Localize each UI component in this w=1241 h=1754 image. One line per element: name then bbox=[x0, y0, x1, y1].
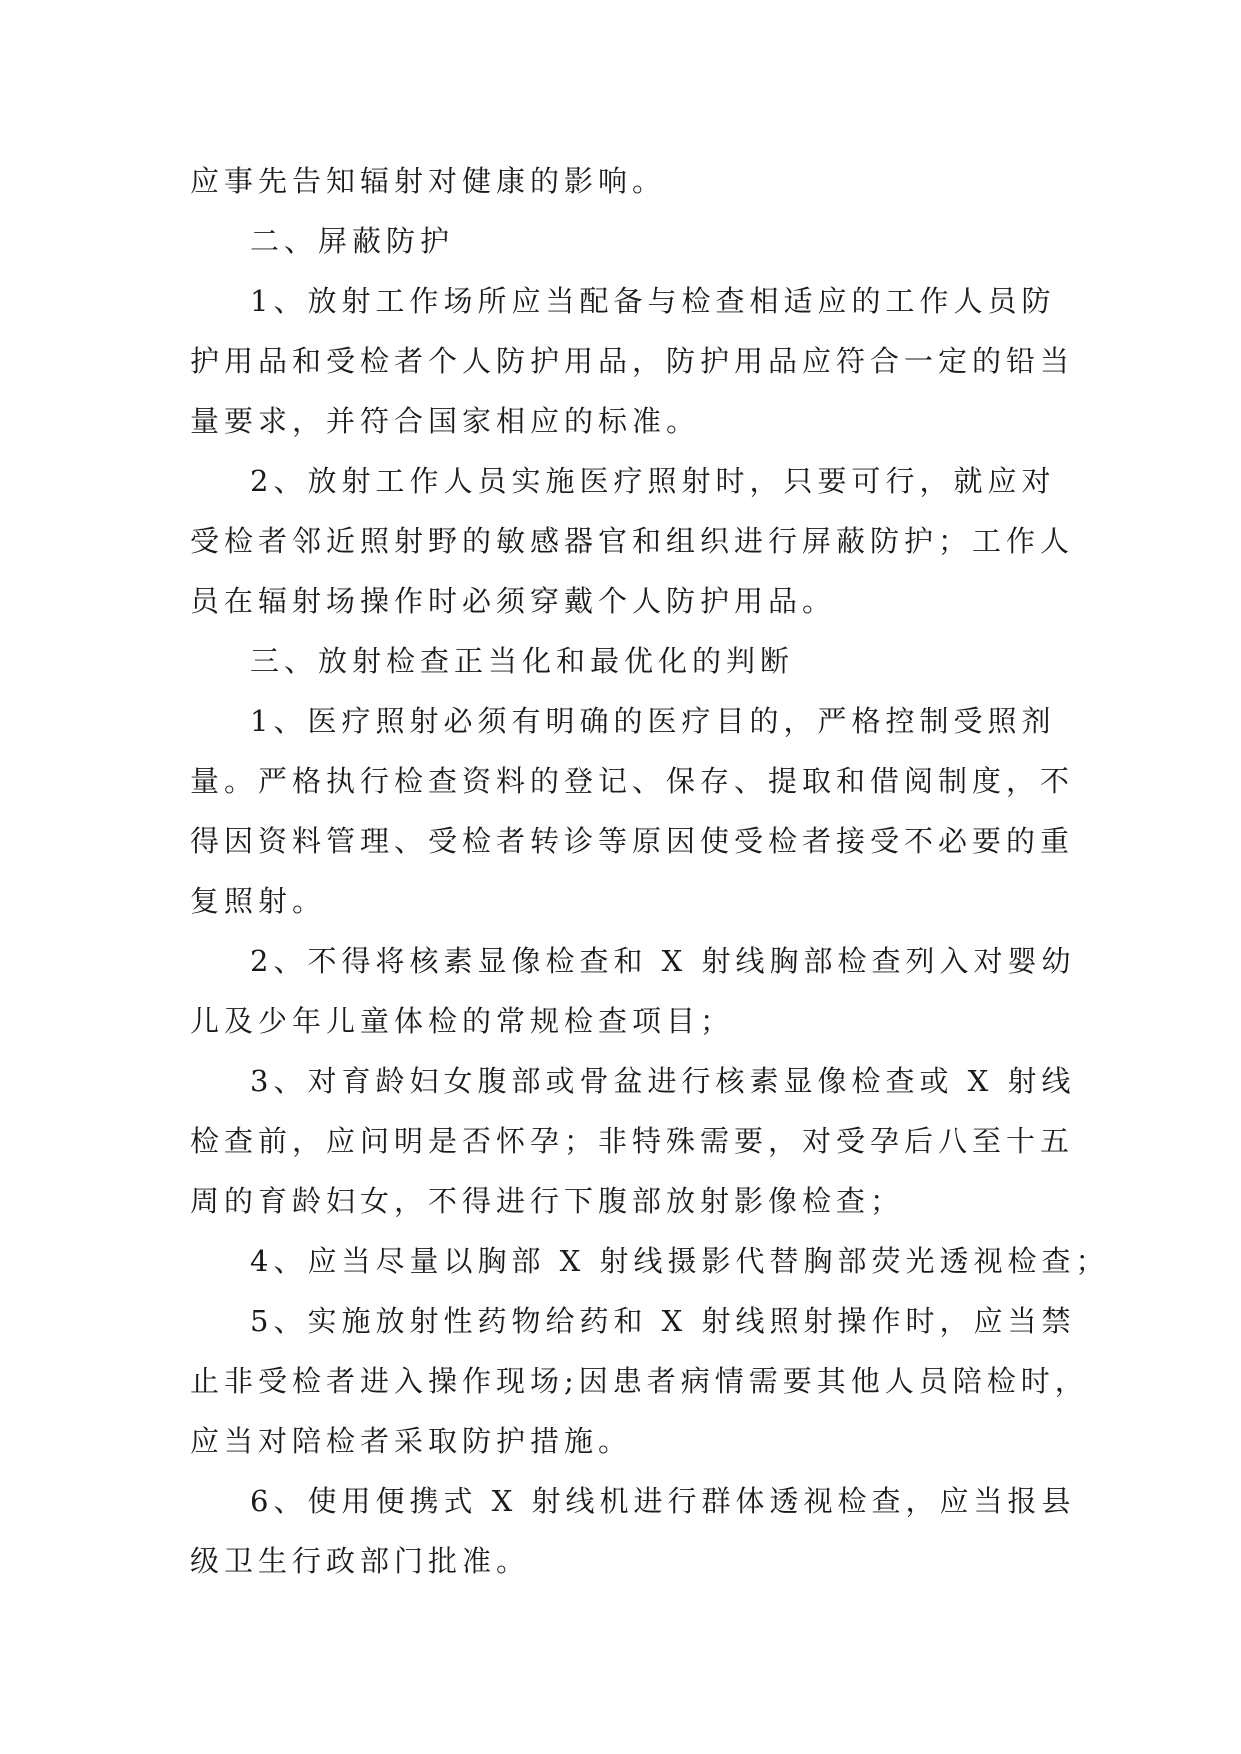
text-line: 复照射。 bbox=[190, 884, 327, 918]
text-line: 检查前，应问明是否怀孕；非特殊需要，对受孕后八至十五 bbox=[190, 1124, 1075, 1158]
text-line: 应当对陪检者采取防护措施。 bbox=[190, 1424, 633, 1458]
text-line: 量要求，并符合国家相应的标准。 bbox=[190, 404, 701, 438]
text-line: 员在辐射场操作时必须穿戴个人防护用品。 bbox=[190, 584, 837, 618]
text-line: 受检者邻近照射野的敏感器官和组织进行屏蔽防护；工作人 bbox=[190, 524, 1075, 558]
text-line: 4、应当尽量以胸部 X 射线摄影代替胸部荧光透视检查； bbox=[250, 1244, 1110, 1278]
text-line: 量。严格执行检查资料的登记、保存、提取和借阅制度，不 bbox=[190, 764, 1075, 798]
section-heading: 二、屏蔽防护 bbox=[250, 224, 455, 258]
text-line: 1、放射工作场所应当配备与检查相适应的工作人员防 bbox=[250, 284, 1056, 318]
text-line: 级卫生行政部门批准。 bbox=[190, 1544, 531, 1578]
text-line: 儿及少年儿童体检的常规检查项目； bbox=[190, 1004, 735, 1038]
text-line: 6、使用便携式 X 射线机进行群体透视检查，应当报县 bbox=[250, 1484, 1076, 1518]
text-line: 5、实施放射性药物给药和 X 射线照射操作时，应当禁 bbox=[250, 1304, 1076, 1338]
text-line: 应事先告知辐射对健康的影响。 bbox=[190, 164, 667, 198]
text-line: 2、不得将核素显像检查和 X 射线胸部检查列入对婴幼 bbox=[250, 944, 1076, 978]
section-heading: 三、放射检查正当化和最优化的判断 bbox=[250, 644, 795, 678]
text-line: 止非受检者进入操作现场;因患者病情需要其他人员陪检时， bbox=[190, 1364, 1089, 1398]
document-body bbox=[190, 151, 1110, 1591]
text-line: 2、放射工作人员实施医疗照射时，只要可行，就应对 bbox=[250, 464, 1056, 498]
text-line: 1、医疗照射必须有明确的医疗目的，严格控制受照剂 bbox=[250, 704, 1056, 738]
text-line: 护用品和受检者个人防护用品，防护用品应符合一定的铅当 bbox=[190, 344, 1075, 378]
text-line: 3、对育龄妇女腹部或骨盆进行核素显像检查或 X 射线 bbox=[250, 1064, 1076, 1098]
text-line: 周的育龄妇女，不得进行下腹部放射影像检查； bbox=[190, 1184, 905, 1218]
text-line: 得因资料管理、受检者转诊等原因使受检者接受不必要的重 bbox=[190, 824, 1075, 858]
